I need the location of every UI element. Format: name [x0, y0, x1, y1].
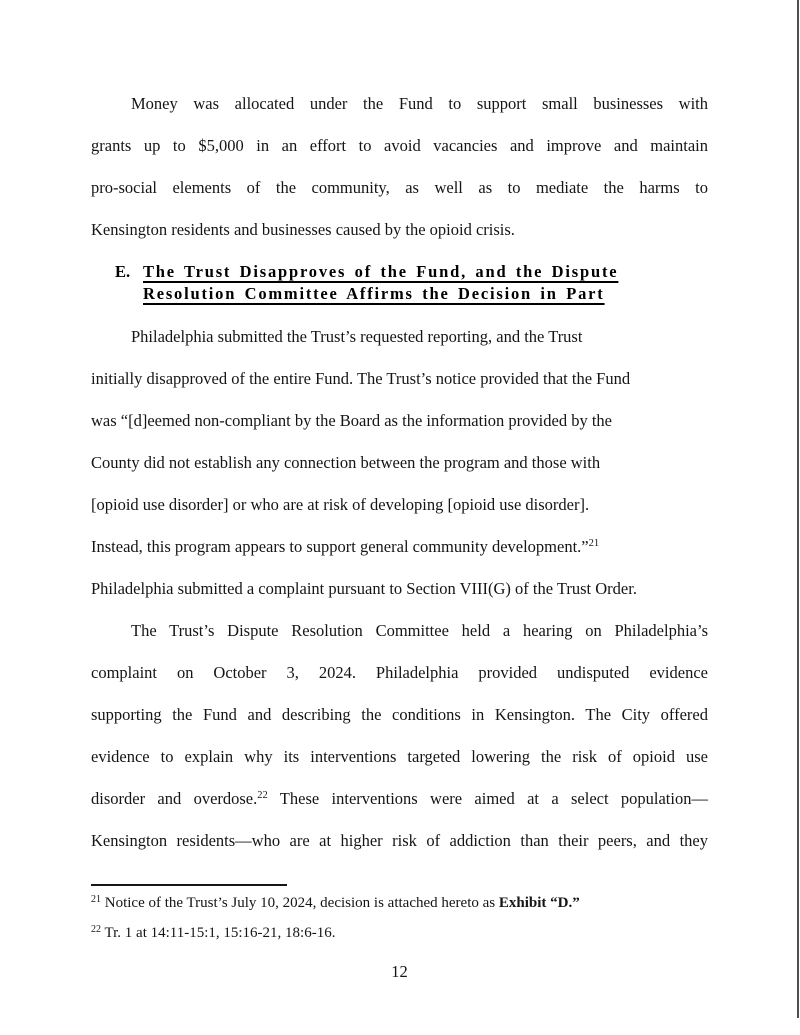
- paragraph-2: [91, 316, 708, 610]
- heading-title-line-2: Resolution Committee Affirms the Decision in Part: [143, 284, 605, 303]
- scan-edge-line: [797, 0, 799, 1018]
- footnote-separator: [91, 884, 287, 886]
- text-line: Kensington residents—who are at higher risk of addiction than their peers, and they: [91, 831, 708, 850]
- footnote-reference-22: 22: [257, 790, 268, 801]
- text-line: Kensington residents and businesses caused by the opioid crisis.: [91, 220, 515, 239]
- heading-title-line-1: The Trust Disapproves of the Fund, and the Dispute: [143, 262, 619, 281]
- text-segment: These interventions were aimed at a select population—: [267, 789, 708, 808]
- text-line: Philadelphia submitted the Trust’s requested reporting, and the Trust: [131, 327, 583, 346]
- text-line: The Trust’s Dispute Resolution Committee held a hearing on Philadelphia’s: [131, 621, 708, 640]
- text-line: initially disapproved of the entire Fund. The Trust’s notice provided that the Fund: [91, 369, 631, 388]
- text-line: complaint on October 3, 2024. Philadelphia provided undisputed evidence: [91, 663, 708, 682]
- heading-title: [143, 261, 618, 305]
- paragraph-1: [91, 83, 708, 251]
- text-segment: disorder and overdose.: [91, 789, 258, 808]
- text-line: grants up to $5,000 in an effort to avoid vacancies and improve and maintain: [91, 136, 708, 155]
- section-heading: [115, 261, 618, 305]
- text-line: evidence to explain why its interventions targeted lowering the risk of opioid use: [91, 747, 708, 766]
- text-line: [91, 778, 708, 820]
- footnote-exhibit-ref: Exhibit “D.”: [498, 895, 580, 911]
- text-line: Philadelphia submitted a complaint pursuant to Section VIII(G) of the Trust Order.: [91, 579, 637, 598]
- heading-label: E.: [115, 262, 131, 281]
- text-line: County did not establish any connection between the program and those with: [91, 453, 601, 472]
- footnotes: [91, 884, 708, 948]
- footnote-text: Tr. 1 at 14:11-15:1, 15:16-21, 18:6-16.: [101, 925, 336, 941]
- footnote-reference-21: 21: [588, 538, 600, 549]
- text-line: pro-social elements of the community, as well as to mediate the harms to: [91, 178, 708, 197]
- text-line: was “[d]eemed non-compliant by the Board as the information provided by the: [91, 411, 612, 430]
- text-line: supporting the Fund and describing the conditions in Kensington. The City offered: [91, 705, 708, 724]
- footnote-marker: 22: [91, 924, 101, 935]
- footnote-22: [91, 918, 708, 948]
- paragraph-3: [91, 610, 708, 862]
- footnote-text: Notice of the Trust’s July 10, 2024, decision is attached hereto as: [101, 895, 499, 911]
- footnote-21: [91, 888, 708, 918]
- document-page: [91, 0, 708, 1035]
- page-number: 12: [391, 962, 408, 981]
- text-line: [91, 526, 708, 568]
- text-line: Money was allocated under the Fund to support small businesses with: [131, 94, 708, 113]
- text-segment: Instead, this program appears to support general community development.”: [91, 537, 589, 556]
- text-line: [opioid use disorder] or who are at risk of developing [opioid use disorder].: [91, 495, 590, 514]
- footnote-marker: 21: [91, 894, 101, 905]
